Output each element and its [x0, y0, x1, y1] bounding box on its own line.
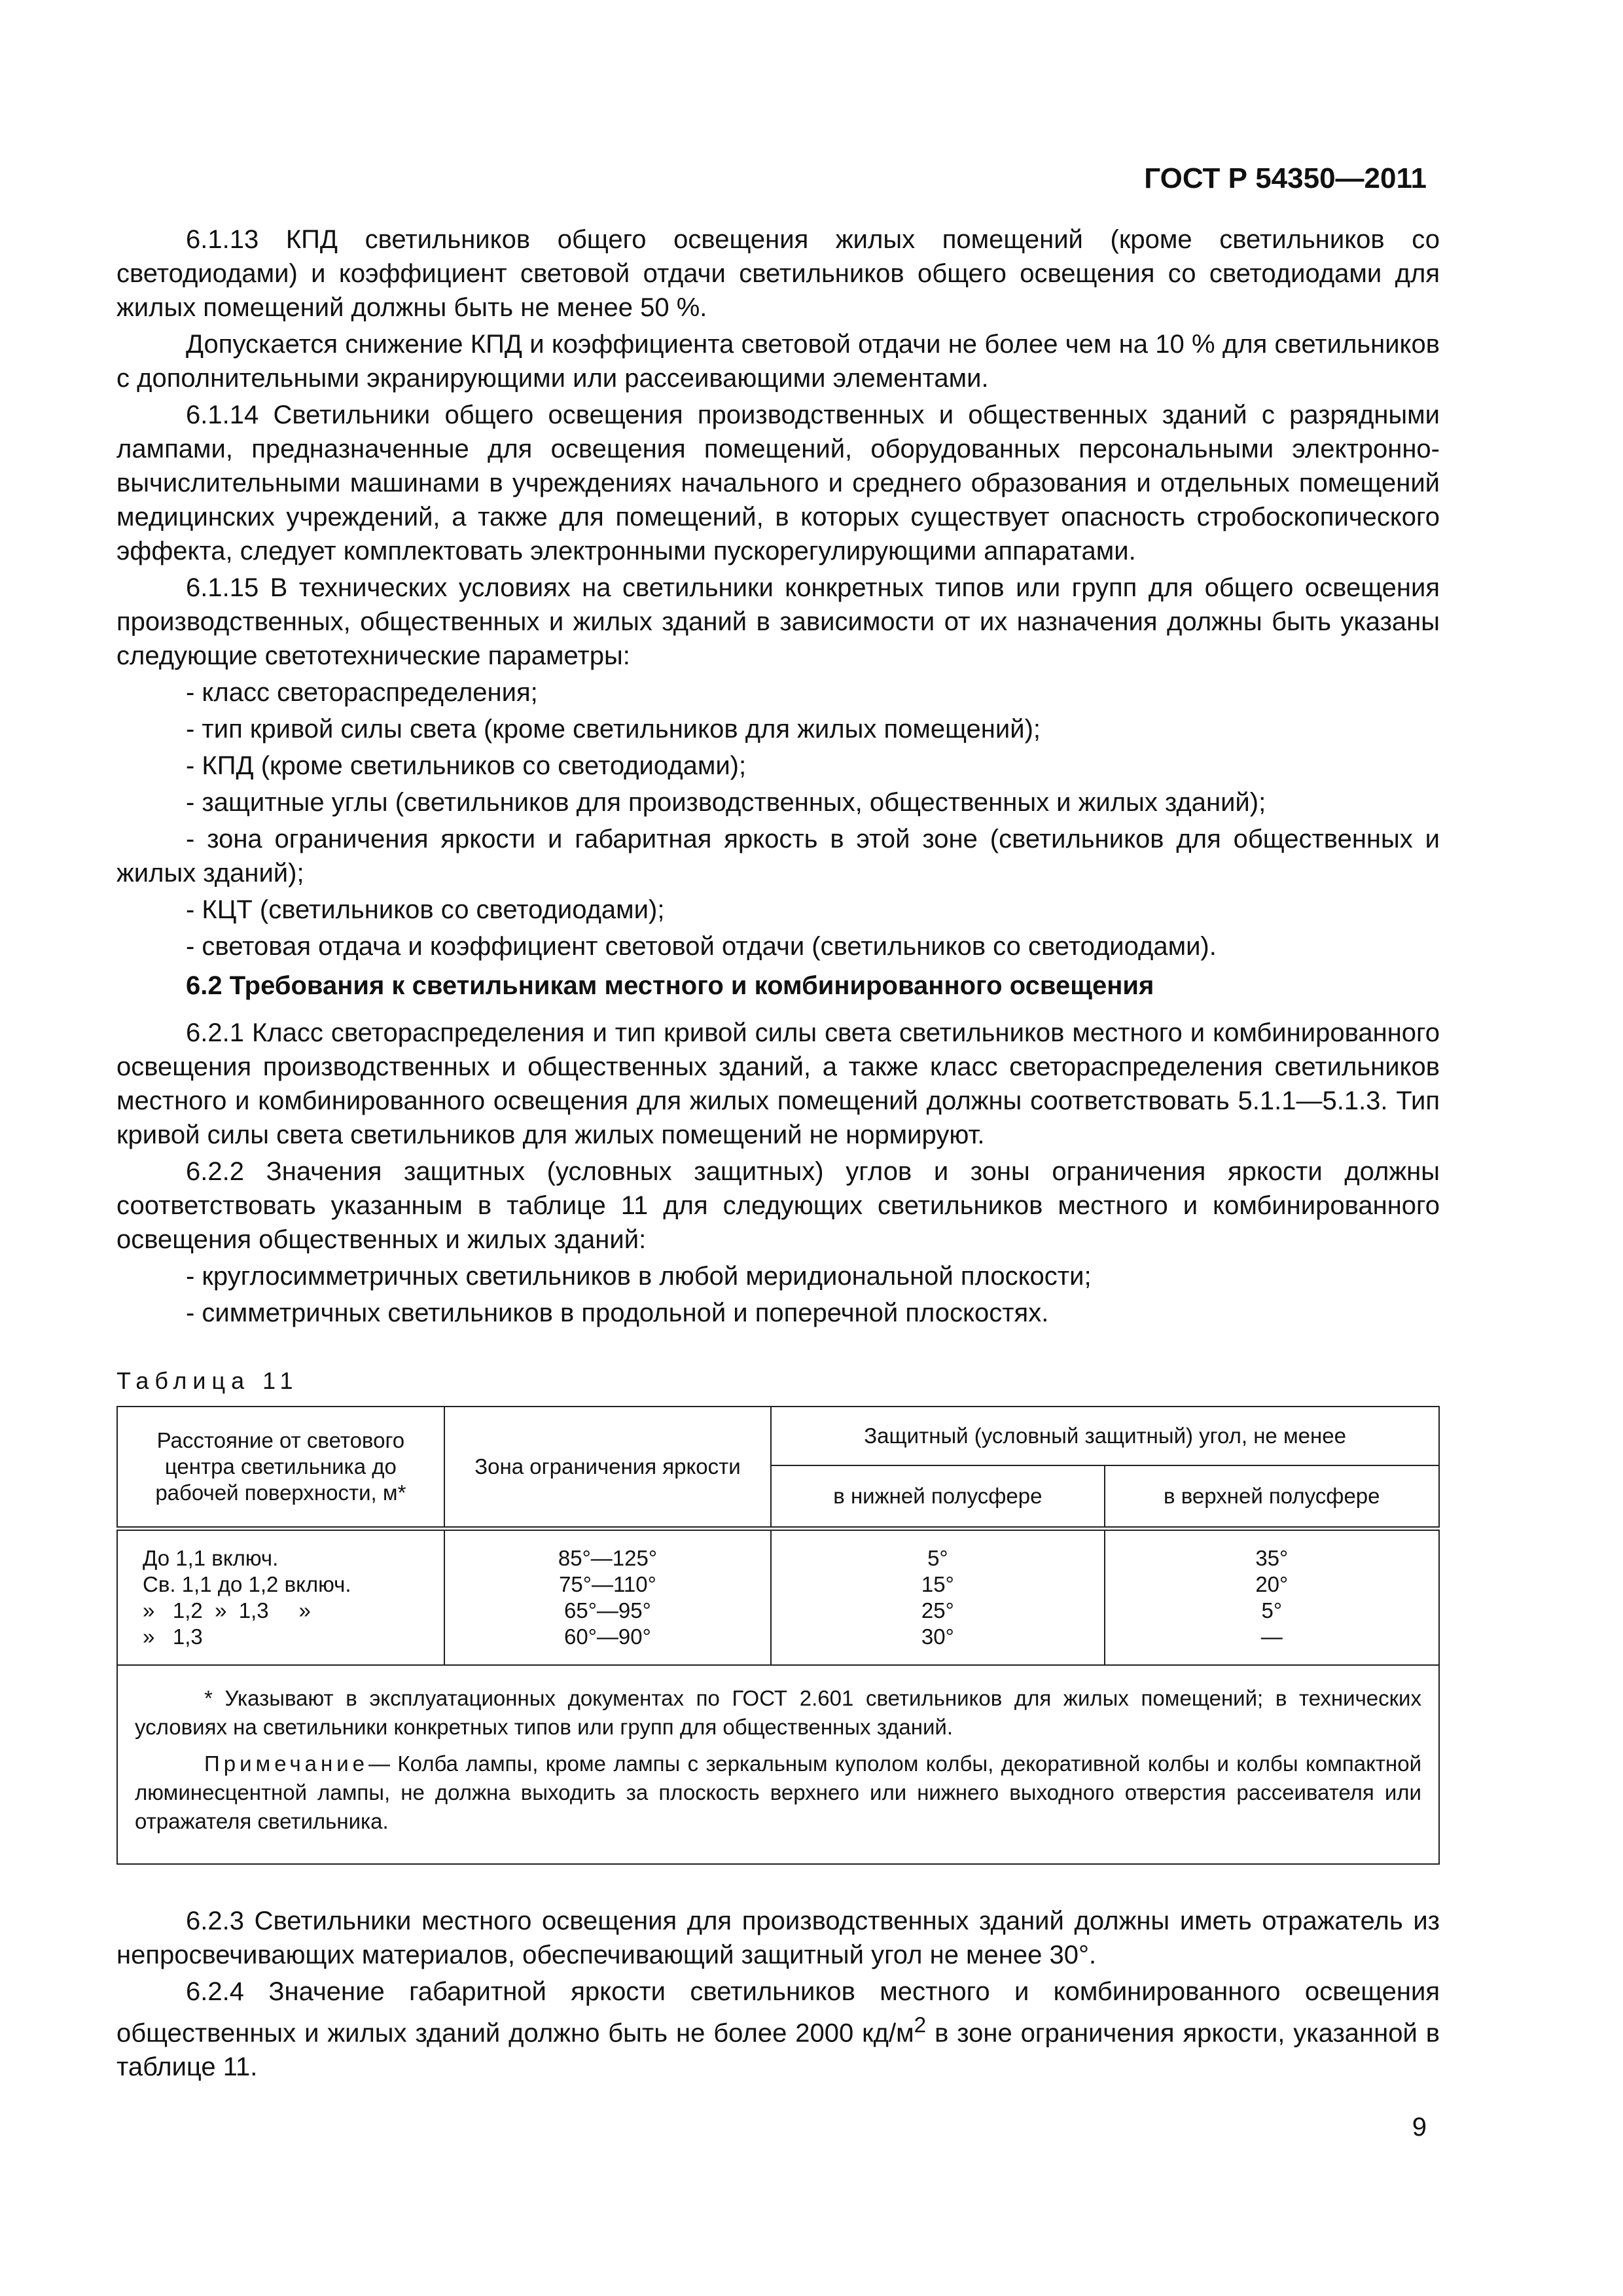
note-label: Примечание [204, 1751, 369, 1776]
paragraph-6-2-2: 6.2.2 Значения защитных (условных защитных) углов и зоны ограничения яркости должны соответствовать указанным в таблице 11 для следующих светильников местного и комбинированного освещения общественных и жилых зданий: [116, 1157, 1440, 1254]
table-caption: Таблица 11 [116, 1367, 299, 1394]
paragraph-6-1-15: 6.1.15 В технических условиях на светильники конкретных типов или групп для общего освещения производственных, общественных и жилых зданий в зависимости от их назначения должны быть указаны следующие светотехнические параметры: [116, 573, 1440, 670]
table-row [117, 1529, 1439, 1666]
list-item: - зона ограничения яркости и габаритная яркость в этой зоне (светильников для общественных и жилых зданий); [116, 825, 1440, 888]
list-6-1-15 [116, 675, 1440, 963]
list-item: - КПД (кроме светильников со светодиодами); [186, 751, 747, 780]
list-6-2-2 [116, 1259, 1440, 1330]
p624-superscript: 2 [914, 2013, 927, 2037]
paragraph-6-1-13-allowance: Допускается снижение КПД и коэффициента световой отдачи не более чем на 10 % для светильников с дополнительными экранирующими или рассеивающими элементами. [116, 330, 1440, 393]
page-number: 9 [1412, 2113, 1427, 2142]
page-content [116, 223, 1440, 2087]
list-item: - симметричных светильников в продольной и поперечной плоскостях. [186, 1299, 1049, 1327]
header-distance: Расстояние от светового центра светильника до рабочей поверхности, м* [117, 1407, 444, 1529]
list-item: - световая отдача и коэффициент световой отдачи (светильников со светодиодами). [186, 932, 1217, 961]
list-item: - тип кривой силы света (кроме светильников для жилых помещений); [186, 715, 1041, 744]
paragraph-6-1-14: 6.1.14 Светильники общего освещения производственных и общественных зданий с разрядными лампами, предназначенные для освещения помещений, оборудованных персональными электронно-вычислительными машинами в учреждениях начального и среднего образования и отдельных помещений медицинских учреждений, а также для помещений, в которых существует опасность стробоскопического эффекта, следует комплектовать электронными пускорегулирующими аппаратами. [116, 401, 1440, 565]
header-upper-hemisphere: в верхней полусфере [1105, 1465, 1439, 1529]
cell-lower-angle-values: 5° 15° 25° 30° [771, 1529, 1104, 1666]
paragraph-6-1-13: 6.1.13 КПД светильников общего освещения жилых помещений (кроме светильников со светодиодами) и коэффициент световой отдачи светильников общего освещения со светодиодами для жилых помещений должны быть не менее 50 %. [116, 225, 1440, 322]
list-item: - КЦТ (светильников со светодиодами); [186, 895, 665, 924]
p624-after: в зоне ограничения яркости, указанной в таблице 11. [116, 2018, 1440, 2082]
list-item: - класс светораспределения; [186, 678, 538, 707]
paragraph-6-2-3: 6.2.3 Светильники местного освещения для производственных зданий должны иметь отражатель из непросвечивающих материалов, обеспечивающий защитный угол не менее 30°. [116, 1907, 1440, 1969]
table-note [135, 1749, 1421, 1836]
cell-distance-values: До 1,1 включ. Св. 1,1 до 1,2 включ. » 1,2 » 1,3 » » 1,3 [117, 1529, 444, 1666]
note-text: — Колба лампы, кроме лампы с зеркальным куполом колбы, декоративной колбы и колбы компактной люминесцентной лампы, не должна выходить за плоскость верхнего или нижнего выходного отверстия рассеивателя или отражателя светильника. [135, 1751, 1421, 1833]
table-notes [117, 1665, 1439, 1864]
paragraph-6-2-1: 6.2.1 Класс светораспределения и тип кривой силы света светильников местного и комбинированного освещения производственных и общественных зданий, а также класс светораспределения светильников местного и комбинированного освещения для жилых помещений должны соответствовать 5.1.1—5.1.3. Тип кривой силы света светильников для жилых помещений не нормируют. [116, 1018, 1440, 1149]
header-protective-angle: Защитный (условный защитный) угол, не менее [771, 1407, 1439, 1465]
list-item: - защитные углы (светильников для производственных, общественных и жилых зданий); [186, 788, 1266, 817]
section-heading-6-2: 6.2 Требования к светильникам местного и комбинированного освещения [186, 971, 1154, 1000]
cell-upper-angle-values: 35° 20° 5° — [1105, 1529, 1439, 1666]
table-11 [116, 1406, 1440, 1865]
after-table-block [116, 1904, 1440, 2084]
header-lower-hemisphere: в нижней полусфере [771, 1465, 1104, 1529]
list-item: - круглосимметричных светильников в любой меридиональной плоскости; [186, 1262, 1092, 1291]
p624-before: 6.2.4 Значение габаритной яркости светильников местного и комбинированного освещения общественных и жилых зданий должно быть не более 2000 кд/м [116, 1977, 1440, 2048]
cell-zone-values: 85°—125° 75°—110° 65°—95° 60°—90° [444, 1529, 771, 1666]
document-code-header: ГОСТ Р 54350—2011 [1144, 162, 1427, 194]
table-footnote: * Указывают в эксплуатационных документах по ГОСТ 2.601 светильников для жилых помещений; в технических условиях на светильники конкретных типов или групп для общественных зданий. [135, 1686, 1421, 1739]
paragraph-6-2-4 [116, 1975, 1440, 2084]
header-zone: Зона ограничения яркости [444, 1407, 771, 1529]
